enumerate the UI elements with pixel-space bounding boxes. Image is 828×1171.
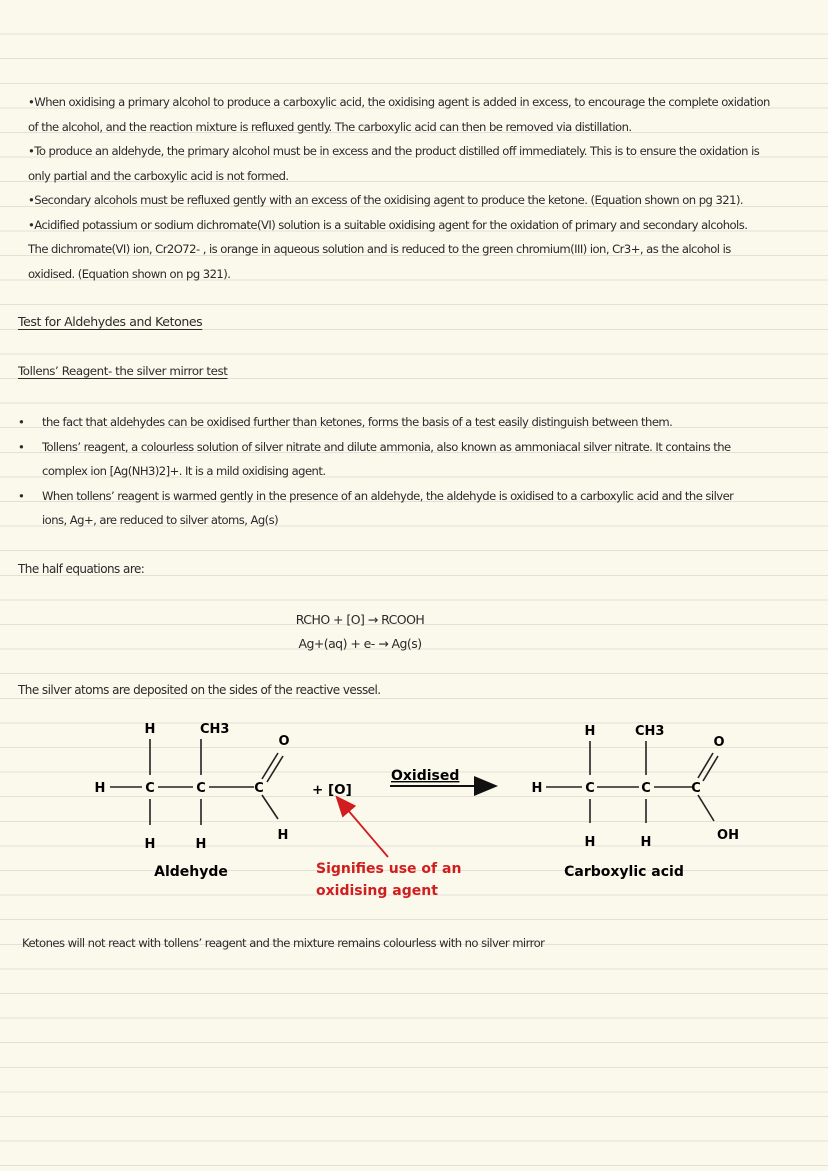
oxidising-agent-note: Signifies use of an	[316, 861, 462, 877]
bullet-line: When tollens’ reagent is warmed gently in the presence of an aldehyde, the aldehyde is oxidised to a carboxylic acid and the silver	[42, 488, 734, 503]
aldehyde-c2: C	[196, 781, 206, 796]
aldehyde-h-bottom: H	[195, 837, 207, 852]
aldehyde-ch3: CH3	[200, 722, 230, 737]
intro-line: oxidised. (Equation shown on pg 321).	[28, 266, 231, 281]
aldehyde-o: O	[278, 734, 290, 749]
intro-line: •Secondary alcohols must be refluxed gently with an excess of the oxidising agent to produce the ketone. (Equation shown on pg 321).	[28, 193, 744, 207]
section-subheading: Tollens’ Reagent- the silver mirror test	[18, 364, 228, 378]
aldehyde-h-left: H	[94, 781, 106, 796]
carboxylic-acid-label: Carboxylic acid	[564, 864, 684, 880]
aldehyde-c3: C	[254, 781, 264, 796]
half-equations-intro: The half equations are:	[18, 562, 145, 576]
acid-c3: C	[691, 781, 701, 796]
bullet-dot: •	[18, 439, 25, 454]
aldehyde-c1: C	[145, 781, 155, 796]
tollens-bullet-list	[18, 410, 808, 533]
acid-ch3: CH3	[635, 724, 665, 739]
acid-oh: OH	[717, 828, 739, 843]
aldehyde-h-bottom: H	[144, 837, 156, 852]
aldehyde-h-top: H	[144, 722, 156, 737]
bullet-dot: •	[18, 488, 25, 503]
section-heading: Test for Aldehydes and Ketones	[18, 314, 203, 329]
reaction-diagram	[0, 715, 828, 905]
acid-h-top: H	[584, 724, 596, 739]
oxidised-label: Oxidised	[391, 768, 460, 784]
intro-line: of the alcohol, and the reaction mixture is refluxed gently. The carboxylic acid can then be removed via distillation.	[28, 119, 632, 134]
bullet-item	[18, 410, 808, 435]
intro-line: The dichromate(VI) ion, Cr2O72- , is orange in aqueous solution and is reduced to the green chromium(III) ion, Cr3+, as the alcohol is	[28, 242, 731, 256]
acid-h-left: H	[531, 781, 543, 796]
intro-line: •Acidified potassium or sodium dichromate(VI) solution is a suitable oxidising agent for the oxidation of primary and secondary alcohols.	[28, 217, 748, 232]
equation-block	[260, 608, 460, 656]
ketone-note: Ketones will not react with tollens’ reagent and the mixture remains colourless with no silver mirror	[22, 936, 545, 950]
acid-h-bottom: H	[584, 835, 596, 850]
acid-h-bottom: H	[640, 835, 652, 850]
bullet-item	[18, 435, 808, 484]
acid-o: O	[713, 735, 725, 750]
bullet-line: complex ion [Ag(NH3)2]+. It is a mild oxidising agent.	[42, 464, 326, 478]
acid-c1: C	[585, 781, 595, 796]
bullet-line: ions, Ag+, are reduced to silver atoms, Ag(s)	[42, 513, 279, 527]
acid-c2: C	[641, 781, 651, 796]
aldehyde-h-carbonyl: H	[277, 828, 289, 843]
bullet-item	[18, 484, 808, 533]
equation-oxidation: RCHO + [O] → RCOOH	[295, 612, 425, 627]
bullet-line: Tollens’ reagent, a colourless solution of silver nitrate and dilute ammonia, also known as ammoniacal silver nitrate. It contains the	[42, 439, 731, 454]
equation-reduction: Ag+(aq) + e- → Ag(s)	[298, 636, 422, 651]
intro-line: •When oxidising a primary alcohol to produce a carboxylic acid, the oxidising agent is added in excess, to encourage the complete oxidation	[28, 95, 770, 109]
oxidising-agent-pointer	[347, 809, 388, 857]
bullet-dot: •	[18, 415, 25, 429]
intro-line: only partial and the carboxylic acid is not formed.	[28, 168, 289, 183]
oxygen-label: + [O]	[312, 782, 352, 798]
intro-paragraph	[28, 90, 818, 286]
reaction-diagram-svg	[0, 715, 828, 905]
oxidising-agent-note: oxidising agent	[316, 883, 438, 899]
bullet-line: the fact that aldehydes can be oxidised further than ketones, forms the basis of a test easily distinguish between them.	[42, 415, 673, 429]
aldehyde-label: Aldehyde	[154, 864, 228, 880]
deposit-text: The silver atoms are deposited on the sides of the reactive vessel.	[18, 683, 381, 697]
intro-line: •To produce an aldehyde, the primary alcohol must be in excess and the product distilled off immediately. This is to ensure the oxidation is	[28, 144, 760, 158]
